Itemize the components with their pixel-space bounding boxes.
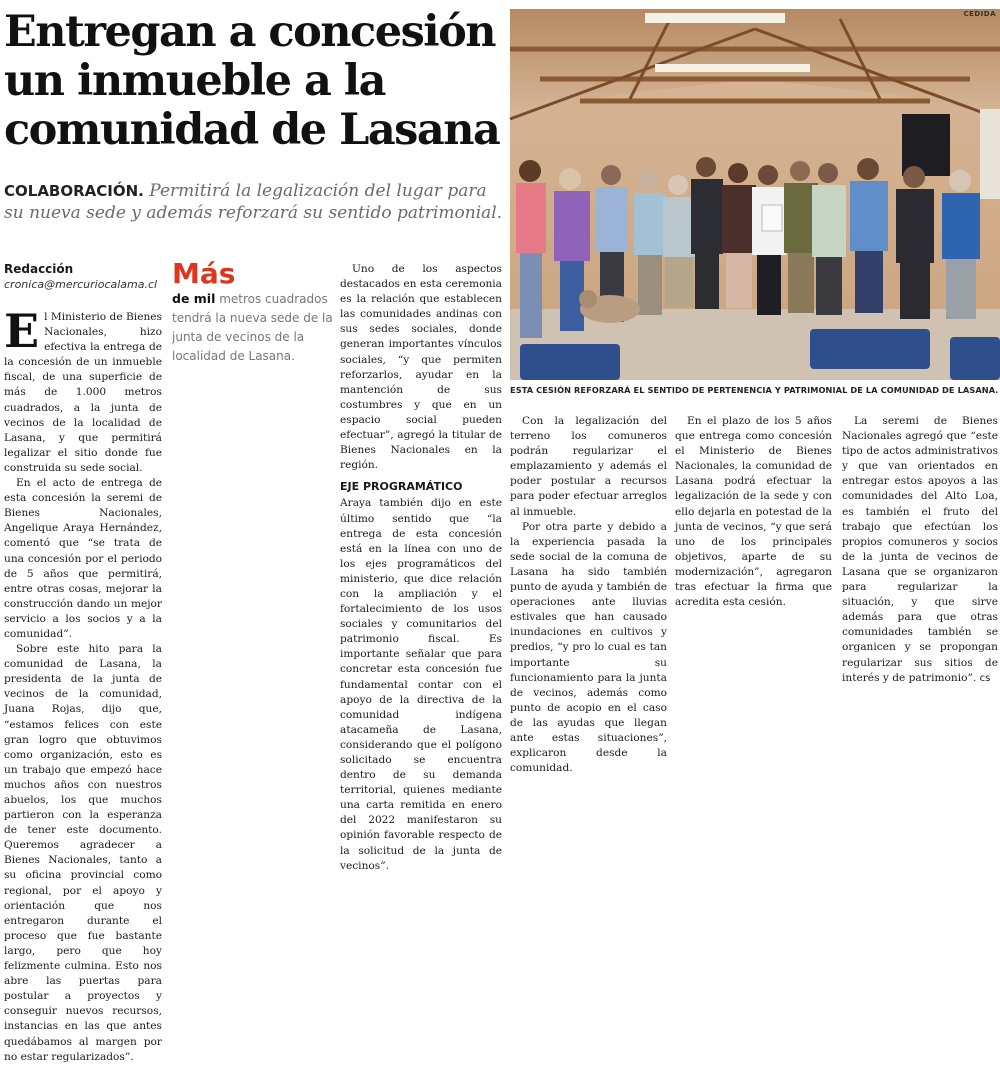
article-column-1 <box>4 304 162 1063</box>
article-column-4 <box>510 414 667 775</box>
paragraph-1: l Ministerio de Bienes Nacionales, hizo efectiva la entrega de la concesión de un inmueble fiscal, de una superficie de más de 1.000 metros cuadrados, a la junta de vecinos de la localidad de Lasana, y que permitirá legalizar el sitio donde fue construida su sede social. <box>4 311 162 474</box>
paragraph-2: En el acto de entrega de esta concesión la seremi de Bienes Nacionales, Angelique Araya Hernández, comentó que “se trata de una concesión por el periodo de 5 años que permitirá, entre otras cosas, mejorar la construcción dando un mejor servicio a los socios y a la comunidad”. <box>4 477 162 640</box>
news-photo <box>510 9 1000 380</box>
byline-email[interactable]: cronica@mercuriocalama.cl <box>4 278 158 291</box>
article-column-5 <box>675 414 832 700</box>
photo-illustration <box>510 9 1000 380</box>
paragraph-5: Araya también dijo en este último sentido que “la entrega de esta concesión está en la línea con uno de los ejes programáticos del ministerio, que dice relación con la ampliación y el fortalecimiento de los usos sociales y comunitarios del patrimonio fiscal. Es importante señalar que para concretar esta concesión fue fundamental contar con el apoyo de la directiva de la comunidad indígena atacameña de Lasana, considerando que el polígono solicitado se encuentra dentro de su demanda territorial, quienes mediante una carta remitida en enero del 2022 manifestaron su opinión favorable respecto de la solicitud de la junta de vecinos”. <box>340 497 502 872</box>
subhead: EJE PROGRAMÁTICO <box>340 480 463 494</box>
paragraph-8: En el plazo de los 5 años que entrega como concesión el Ministerio de Bienes Nacionales, la comunidad de Lasana podrá efectuar la legalización de la sede y con ello dejarla en potestad de la junta de vecinos, “y que será uno de los principales objetivos, aparte de su modernización”, agregaron tras efectuar la firma que acredita esta cesión. <box>675 415 832 609</box>
paragraph-3: Sobre este hito para la comunidad de Lasana, la presidenta de la junta de vecinos de la comunidad, Juana Rojas, dijo que, “estamos felices con este gran logro que obtuvimos como organización, esto es un trabajo que empezó hace muchos años con nuestros abuelos, los que muchos partieron con la esperanza de tener este documento. Queremos agradecer a Bienes Nacionales, tanto a su oficina provincial como regional, por el apoyo y orientación que nos entregaron durante el proceso que fue bastante largo, pero que hoy felizmente culmina. Esto nos abre las puertas para postular a proyectos y conseguir nuevos recursos, instancias en las que antes quedábamos al margen por no estar regularizados”. <box>4 643 162 1063</box>
paragraph-9-text: La seremi de Bienes Nacionales agregó que “este tipo de actos administrativos y que van orientados en entregar estos apoyos a las comunidades del Alto Loa, es también el fruto del trabajo que efectúan los propios comuneros y socios de la junta de vecinos de Lasana que se organizaron para regularizar la situación, y que sirve además para que otras comunidades también se organicen y se propongan regularizar sus sitios de interés y de patrimonio”. <box>842 415 998 684</box>
pullquote-text <box>172 292 333 363</box>
photo-caption: ESTA CESIÓN REFORZARÁ EL SENTIDO DE PERTENENCIA Y PATRIMONIAL DE LA COMUNIDAD DE LASANA. <box>510 385 999 395</box>
dropcap: E <box>4 304 40 358</box>
article-column-3 <box>340 262 502 872</box>
article-column-2 <box>172 372 334 700</box>
deck-text: Permitirá la legalización del lugar para su nueva sede y además reforzará su sentido patrimonial. <box>4 181 503 223</box>
photo-credit: CEDIDA <box>963 10 996 18</box>
pullquote-big: Más <box>172 257 236 290</box>
headline: Entregan a concesión un inmueble a la comunidad de Lasana <box>4 7 500 155</box>
end-mark: cs <box>979 672 991 684</box>
pullquote-bold: de mil <box>172 291 216 306</box>
byline <box>4 262 164 291</box>
paragraph-7: Por otra parte y debido a la experiencia pasada la sede social de la comuna de Lasana ha sido también punto de ayuda y también de operaciones ante lluvias estivales que han causado inundaciones en cultivos y predios, “y pro lo cual es tan importante su funcionamiento para la junta de vecinos, además como punto de acopio en el caso de las ayudas que llegan ante estas situaciones”, explicaron desde la comunidad. <box>510 520 667 775</box>
paragraph-9 <box>842 414 998 686</box>
article-paragraph <box>4 304 162 476</box>
pullquote <box>172 257 334 364</box>
paragraph-6: Con la legalización del terreno los comuneros podrán regularizar el emplazamiento y además el poder postular a recursos para poder efectuar arreglos al inmueble. <box>510 415 667 518</box>
article-column-6 <box>842 414 998 700</box>
deck <box>4 180 504 224</box>
byline-author: Redacción <box>4 262 74 276</box>
paragraph-4: Uno de los aspectos destacados en esta ceremonia es la relación que establecen las comunidades andinas con sus sedes sociales, donde generan importantes vínculos sociales, “y que permiten reforzarlos, ayudar en la mantención de sus costumbres y que en un espacio social pueden efectuar”, agregó la titular de Bienes Nacionales en la región. <box>340 263 502 472</box>
pullquote-body: metros cuadrados tendrá la nueva sede de la junta de vecinos de la localidad de Lasana. <box>172 292 333 363</box>
deck-kicker: COLABORACIÓN. <box>4 182 144 200</box>
